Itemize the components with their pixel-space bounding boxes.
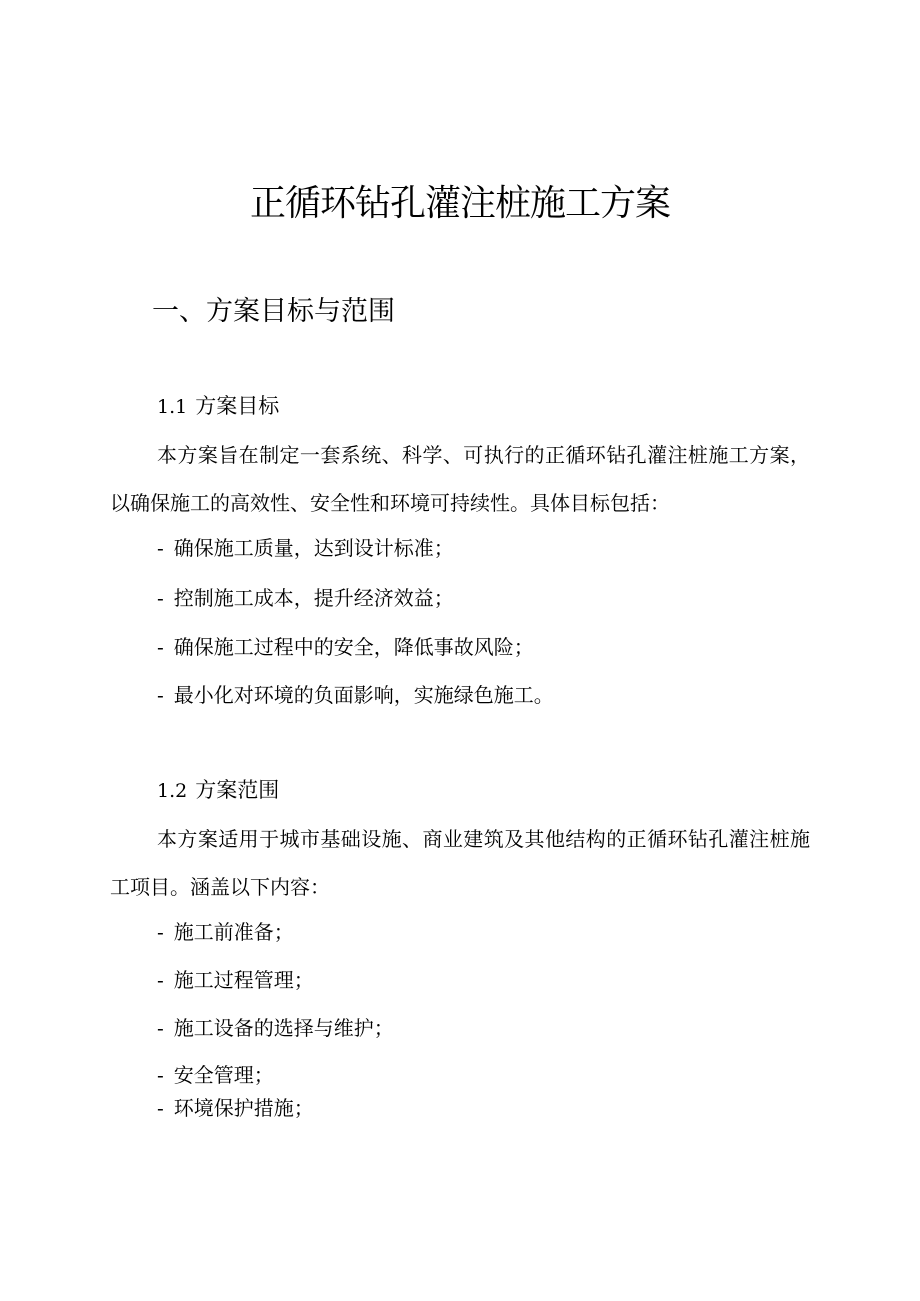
paragraph-goal: 本方案旨在制定一套系统、科学、可执行的正循环钻孔灌注桩施工方案，以确保施工的高效性、安全性和环境可持续性。具体目标包括： <box>110 443 810 515</box>
list-item <box>157 533 454 563</box>
subsection-heading-1-1 <box>157 389 279 424</box>
list-item <box>157 583 454 613</box>
list-item-text: 施工前准备； <box>173 920 294 944</box>
bullet-marker: - <box>157 536 164 560</box>
list-item-text: 确保施工过程中的安全，降低事故风险； <box>173 635 534 659</box>
list-item <box>157 1013 394 1043</box>
bullet-marker: - <box>157 968 164 992</box>
list-item-text: 控制施工成本，提升经济效益； <box>173 586 454 610</box>
list-item-text: 施工过程管理； <box>173 968 314 992</box>
list-item-text: 环境保护措施； <box>173 1096 314 1120</box>
subsection-title: 方案目标 <box>195 394 280 418</box>
bullet-marker: - <box>157 920 164 944</box>
subsection-title: 方案范围 <box>195 778 280 802</box>
paragraph-scope: 本方案适用于城市基础设施、商业建筑及其他结构的正循环钻孔灌注桩施工项目。涵盖以下内容： <box>110 827 810 899</box>
bullet-marker: - <box>157 1063 164 1087</box>
bullet-marker: - <box>157 635 164 659</box>
subsection-number: 1.1 <box>157 396 188 418</box>
subsection-number: 1.2 <box>157 780 188 802</box>
bullet-marker: - <box>157 586 164 610</box>
bullet-marker: - <box>157 683 164 707</box>
list-item-text: 施工设备的选择与维护； <box>173 1016 394 1040</box>
list-item <box>157 632 534 662</box>
list-item <box>157 680 554 710</box>
list-item <box>157 1060 274 1090</box>
list-item <box>157 1093 314 1123</box>
bullet-marker: - <box>157 1096 164 1120</box>
list-item <box>157 917 294 947</box>
bullet-marker: - <box>157 1016 164 1040</box>
section-heading-1: 一、方案目标与范围 <box>152 296 395 327</box>
list-item-text: 最小化对环境的负面影响，实施绿色施工。 <box>173 683 554 707</box>
list-item-text: 确保施工质量，达到设计标准； <box>173 536 454 560</box>
list-item <box>157 965 314 995</box>
subsection-heading-1-2 <box>157 773 279 808</box>
list-item-text: 安全管理； <box>173 1063 274 1087</box>
document-title: 正循环钻孔灌注桩施工方案 <box>249 183 670 224</box>
